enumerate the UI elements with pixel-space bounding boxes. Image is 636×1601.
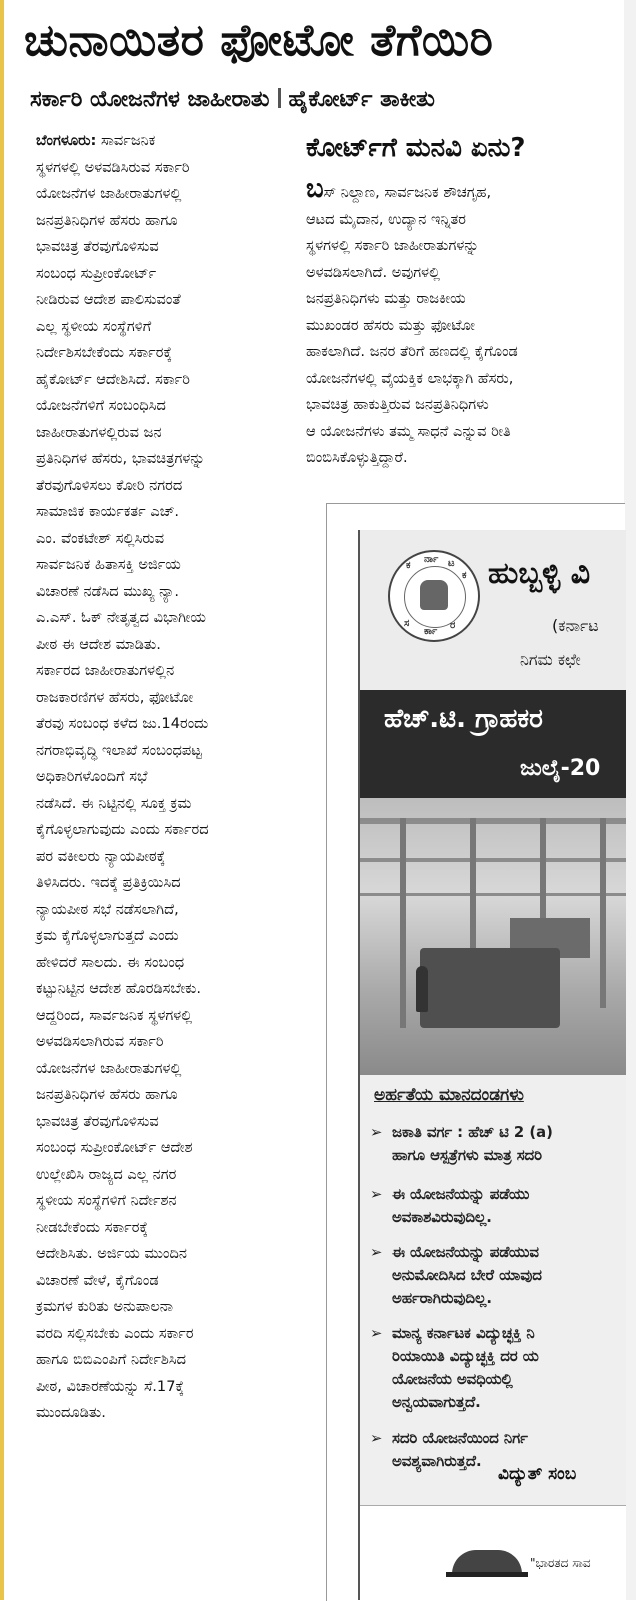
article-line: ಸಂಬಂಧ ಸುಪ್ರೀಂಕೋರ್ಟ್ ಆದೇಶ [36, 1139, 193, 1156]
arrow-bullet-icon: ➢ [370, 1430, 383, 1447]
article-line: ಸಾರ್ವಜನಿಕ ಹಿತಾಸಕ್ತಿ ಅರ್ಜಿಯ [36, 556, 181, 573]
arrow-bullet-icon: ➢ [370, 1124, 383, 1141]
article-line: ಸಂಬಂಧ ಸುಪ್ರೀಂಕೋರ್ಟ್ [36, 264, 157, 282]
article-line: ಕಟ್ಟುನಿಟ್ಟಿನ ಆದೇಶ ಹೊರಡಿಸಬೇಕು. [36, 980, 201, 997]
criteria-line: ಅವಕಾಶವಿರುವುದಿಲ್ಲ. [392, 1209, 492, 1226]
government-seal-icon: ಕ ರ್ನಾ ಟ ಕ ಸ ರ್ಕಾ ರ [388, 550, 480, 642]
article-line: ರಾಜಕಾರಣಿಗಳ ಹೆಸರು, ಫೋಟೋ [36, 688, 194, 706]
article-line: ಅಧಿಕಾರಿಗಳೊಂದಿಗೆ ಸಭೆ [36, 768, 148, 785]
subhead-left: ಸರ್ಕಾರಿ ಯೋಜನೆಗಳ ಜಾಹೀರಾತು [30, 87, 270, 112]
parliament-icon [452, 1550, 522, 1574]
sidebar-line: ಬಿಂಬಿಸಿಕೊಳ್ಳುತ್ತಿದ್ದಾರೆ. [306, 449, 408, 466]
dateline: ಬೆಂಗಳೂರು: [36, 132, 97, 149]
article-line: ಉಲ್ಲೇಖಿಸಿ ರಾಜ್ಯದ ಎಲ್ಲ ನಗರ [36, 1165, 177, 1183]
criteria-item [370, 1241, 626, 1310]
article-line: ಹೈಕೋರ್ಟ್ ಆದೇಶಿಸಿದೆ. ಸರ್ಕಾರಿ [36, 370, 190, 388]
article-line: ಸ್ಥಳೀಯ ಸಂಸ್ಥೆಗಳಿಗೆ ನಿರ್ದೇಶನ [36, 1192, 177, 1209]
article-line: ನೀಡಬೇಕೆಂದು ಸರ್ಕಾರಕ್ಕೆ [36, 1218, 148, 1236]
article-line: ಪರ ವಕೀಲರು ನ್ಯಾಯಪೀಠಕ್ಕೆ [36, 847, 166, 865]
ad-criteria [360, 1075, 626, 1545]
subhead-divider [278, 88, 281, 108]
criteria-line: ಅನುಮೋದಿಸಿದ ಬೇರೆ ಯಾವುದ [392, 1267, 542, 1284]
article-line: ವಿಚಾರಣೆ ವೇಳೆ, ಕೈಗೊಂಡ [36, 1271, 159, 1289]
ad-footer-label: ವಿದ್ಯುತ್ ಸಂಬ [498, 1464, 577, 1484]
article-line: ಸಾಮಾಜಿಕ ಕಾರ್ಯಕರ್ತ ಎಚ್. [36, 503, 180, 520]
worker-figure [416, 966, 428, 1012]
sidebar-body [306, 176, 606, 472]
criteria-item [370, 1121, 626, 1167]
article-line: ನೀಡಿರುವ ಆದೇಶ ಪಾಲಿಸುವಂತೆ [36, 291, 181, 308]
criteria-title: ಅರ್ಹತೆಯ ಮಾನದಂಡಗಳು [374, 1085, 524, 1105]
article-line: ಎಲ್ಲ ಸ್ಥಳೀಯ ಸಂಸ್ಥೆಗಳಿಗೆ [36, 317, 152, 335]
article-line: ನ್ಯಾಯಪೀಠ ಸಭೆ ನಡೆಸಲಾಗಿದೆ, [36, 900, 179, 918]
article-line: ವರದಿ ಸಲ್ಲಿಸಬೇಕು ಎಂದು ಸರ್ಕಾರ [36, 1324, 194, 1342]
arrow-bullet-icon: ➢ [370, 1186, 383, 1203]
article-line: ಆದ್ದರಿಂದ, ಸಾರ್ವಜನಿಕ ಸ್ಥಳಗಳಲ್ಲಿ [36, 1006, 193, 1024]
article-line: ಭಾವಚಿತ್ರ ತೆರವುಗೊಳಿಸುವ [36, 238, 159, 255]
criteria-line: ಸದರಿ ಯೋಜನೆಯಿಂದ ನಿರ್ಗ [392, 1430, 528, 1447]
criteria-line: ಅವಶ್ಯವಾಗಿರುತ್ತದೆ. [392, 1453, 482, 1470]
article-line: ಹಾಗೂ ಬಿಬಿಎಂಪಿಗೆ ನಿರ್ದೇಶಿಸಿದ [36, 1351, 187, 1368]
article-line: ಪ್ರತಿನಿಧಿಗಳ ಹೆಸರು, ಭಾವಚಿತ್ರಗಳನ್ನು [36, 450, 206, 467]
article-left-column [36, 128, 294, 1427]
article-line: ತೆರವು ಸಂಬಂಧ ಕಳೆದ ಜು.14ರಂದು [36, 715, 209, 732]
article-line: ಜಾಹೀರಾತುಗಳಲ್ಲಿರುವ ಜನ [36, 423, 162, 441]
ad-title-band [360, 690, 626, 798]
article-line: ಅಳವಡಿಸಲಾಗಿರುವ ಸರ್ಕಾರಿ [36, 1033, 164, 1050]
subheadline [30, 84, 620, 116]
sidebar-line: ಮುಖಂಡರ ಹೆಸರು ಮತ್ತು ಫೋಟೋ [306, 316, 476, 334]
sidebar-line: ಸ್ಥಳಗಳಲ್ಲಿ ಸರ್ಕಾರಿ ಜಾಹೀರಾತುಗಳನ್ನು [306, 237, 479, 254]
article-line: ಸರ್ಕಾರದ ಜಾಹೀರಾತುಗಳಲ್ಲಿನ [36, 662, 175, 679]
dropcap: ಬ [306, 174, 324, 204]
article-line: ಕ್ರಮಗಳ ಕುರಿತು ಅನುಪಾಲನಾ [36, 1298, 174, 1315]
criteria-line: ಅನ್ವಯವಾಗುತ್ತದೆ. [392, 1394, 481, 1411]
article-line: ಯೋಜನೆಗಳ ಜಾಹೀರಾತುಗಳಲ್ಲಿ [36, 185, 182, 202]
article-line: ಸ್ಥಳಗಳಲ್ಲಿ ಅಳವಡಿಸಿರುವ ಸರ್ಕಾರಿ [36, 158, 190, 176]
article-line: ತೆರವುಗೊಳಿಸಲು ಕೋರಿ ನಗರದ [36, 476, 183, 494]
criteria-line: ರಿಯಾಯಿತಿ ವಿದ್ಯುಚ್ಛಕ್ತಿ ದರ ಯ [392, 1348, 539, 1365]
ad-org-name: ಹುಬ್ಬಳ್ಳಿ ವಿ [488, 556, 591, 591]
sidebar-heading: ಕೋರ್ಟ್‌ಗೆ ಮನವಿ ಏನು? [306, 133, 526, 163]
article-line: ಎಂ. ವೆಂಕಟೇಶ್ ಸಲ್ಲಿಸಿರುವ [36, 529, 165, 547]
emblem-icon [420, 580, 448, 610]
criteria-line: ಮಾನ್ಯ ಕರ್ನಾಟಕ ವಿದ್ಯುಚ್ಛಕ್ತಿ ನಿ [392, 1325, 535, 1342]
criteria-line: ಈ ಯೋಜನೆಯನ್ನು ಪಡೆಯು [392, 1186, 530, 1203]
criteria-line: ಅರ್ಹರಾಗಿರುವುದಿಲ್ಲ. [392, 1290, 492, 1307]
criteria-line: ಹಾಗೂ ಆಸ್ಪತ್ರೆಗಳು ಮಾತ್ರ ಸದರಿ [392, 1147, 542, 1164]
article-line: ಹೇಳಿದರೆ ಸಾಲದು. ಈ ಸಂಬಂಧ [36, 953, 185, 971]
article-line: ವಿಚಾರಣೆ ನಡೆಸಿದ ಮುಖ್ಯ ನ್ಯಾ. [36, 582, 180, 600]
sidebar-line: ಯೋಜನೆಗಳಲ್ಲಿ ವೈಯಕ್ತಿಕ ಲಾಭಕ್ಕಾಗಿ ಹೆಸರು, [306, 369, 514, 387]
article-line: ಜನಪ್ರತಿನಿಧಿಗಳ ಹೆಸರು ಹಾಗೂ [36, 211, 178, 229]
ad-date: ಜುಲೈ-20 [520, 756, 601, 781]
ad-bottom-strip [360, 1505, 626, 1600]
article-line: ಜನಪ್ರತಿನಿಧಿಗಳ ಹೆಸರು ಹಾಗೂ [36, 1086, 178, 1103]
sidebar-line: ಜನಪ್ರತಿನಿಧಿಗಳು ಮತ್ತು ರಾಜಕೀಯ [306, 290, 466, 307]
sidebar-line: ಭಾವಚಿತ್ರ ಹಾಕುತ್ತಿರುವ ಜನಪ್ರತಿನಿಧಿಗಳು [306, 396, 489, 413]
criteria-line: ಈ ಯೋಜನೆಯನ್ನು ಪಡೆಯುವ [392, 1244, 539, 1261]
advertisement [358, 530, 626, 1600]
ad-org-sub: (ಕರ್ನಾಟ [552, 616, 599, 635]
article-line: ಎ.ಎಸ್. ಓಕ್ ನೇತೃತ್ವದ ವಿಭಾಗೀಯ [36, 609, 206, 626]
ad-org-office: ನಿಗಮ ಕಛೇ [520, 650, 581, 669]
criteria-line: ಜಕಾತಿ ವರ್ಗ : ಹೆಚ್ ಟಿ 2 (a) [392, 1124, 553, 1141]
article-line: ಯೋಜನೆಗಳ ಜಾಹೀರಾತುಗಳಲ್ಲಿ [36, 1059, 182, 1077]
article-line: ನಡೆಸಿದೆ. ಈ ನಿಟ್ಟಿನಲ್ಲಿ ಸೂಕ್ತ ಕ್ರಮ [36, 794, 192, 812]
article-line: ನಗರಾಭಿವೃದ್ಧಿ ಇಲಾಖೆ ಸಂಬಂಧಪಟ್ಟ [36, 741, 202, 759]
criteria-item [370, 1322, 626, 1414]
subhead-right: ಹೈಕೋರ್ಟ್ ತಾಕೀತು [288, 87, 435, 112]
ad-quote: "ಭಾರತದ ಸಾವ [530, 1556, 591, 1570]
article-line: ಕೈಗೊಳ್ಳಲಾಗುವುದು ಎಂದು ಸರ್ಕಾರದ [36, 821, 209, 838]
page-left-rule [0, 0, 4, 1600]
article-line: ಮುಂದೂಡಿತು. [36, 1404, 106, 1421]
ad-header [360, 530, 626, 690]
criteria-line: ಯೋಜನೆಯ ಅವಧಿಯಲ್ಲಿ [392, 1371, 513, 1388]
sidebar-line: ಅಳವಡಿಸಲಾಗಿದೆ. ಅವುಗಳಲ್ಲಿ [306, 263, 441, 281]
sidebar-line: ಹಾಕಲಾಗಿದೆ. ಜನರ ತೆರಿಗೆ ಹಣದಲ್ಲಿ ಕೈಗೊಂಡ [306, 343, 518, 360]
criteria-item [370, 1183, 626, 1229]
headline: ಚುನಾಯಿತರ ಫೋಟೋ ತೆಗೆಯಿರಿ [24, 15, 494, 66]
article-line: ಭಾವಚಿತ್ರ ತೆರವುಗೊಳಿಸುವ [36, 1112, 159, 1130]
article-line: ಪೀಠ ಈ ಆದೇಶ ಮಾಡಿತು. [36, 635, 161, 653]
machine [420, 948, 560, 1028]
sidebar-line: ಆಟದ ಮೈದಾನ, ಉದ್ಯಾನ ಇನ್ನಿತರ [306, 210, 466, 228]
sidebar-line: ಆ ಯೋಜನೆಗಳು ತಮ್ಮ ಸಾಧನೆ ಎನ್ನುವ ರೀತಿ [306, 422, 511, 440]
article-line: ಬೆಂಗಳೂರು: ಸಾರ್ವಜನಿಕ [36, 132, 156, 149]
sidebar-line: ಬಸ್ ನಿಲ್ದಾಣ, ಸಾರ್ವಜನಿಕ ಶೌಚಗೃಹ, [306, 174, 492, 204]
article-line: ತಿಳಿಸಿದರು. ಇದಕ್ಕೆ ಪ್ರತಿಕ್ರಿಯಿಸಿದ [36, 874, 181, 891]
article-line: ಆದೇಶಿಸಿತು. ಅರ್ಜಿಯ ಮುಂದಿನ [36, 1245, 188, 1262]
arrow-bullet-icon: ➢ [370, 1244, 383, 1261]
article-line: ಕ್ರಮ ಕೈಗೊಳ್ಳಲಾಗುತ್ತದೆ ಎಂದು [36, 927, 179, 944]
factory-photo [360, 798, 626, 1075]
article-line: ಪೀಠ, ವಿಚಾರಣೆಯನ್ನು ಸೆ.17ಕ್ಕೆ [36, 1377, 185, 1395]
article-line: ನಿರ್ದೇಶಿಸಬೇಕೆಂದು ಸರ್ಕಾರಕ್ಕೆ [36, 344, 172, 361]
arrow-bullet-icon: ➢ [370, 1325, 383, 1342]
ad-title: ಹೆಚ್.ಟಿ. ಗ್ರಾಹಕರ [384, 704, 543, 734]
article-line: ಯೋಜನೆಗಳಿಗೆ ಸಂಬಂಧಿಸಿದ [36, 397, 166, 414]
